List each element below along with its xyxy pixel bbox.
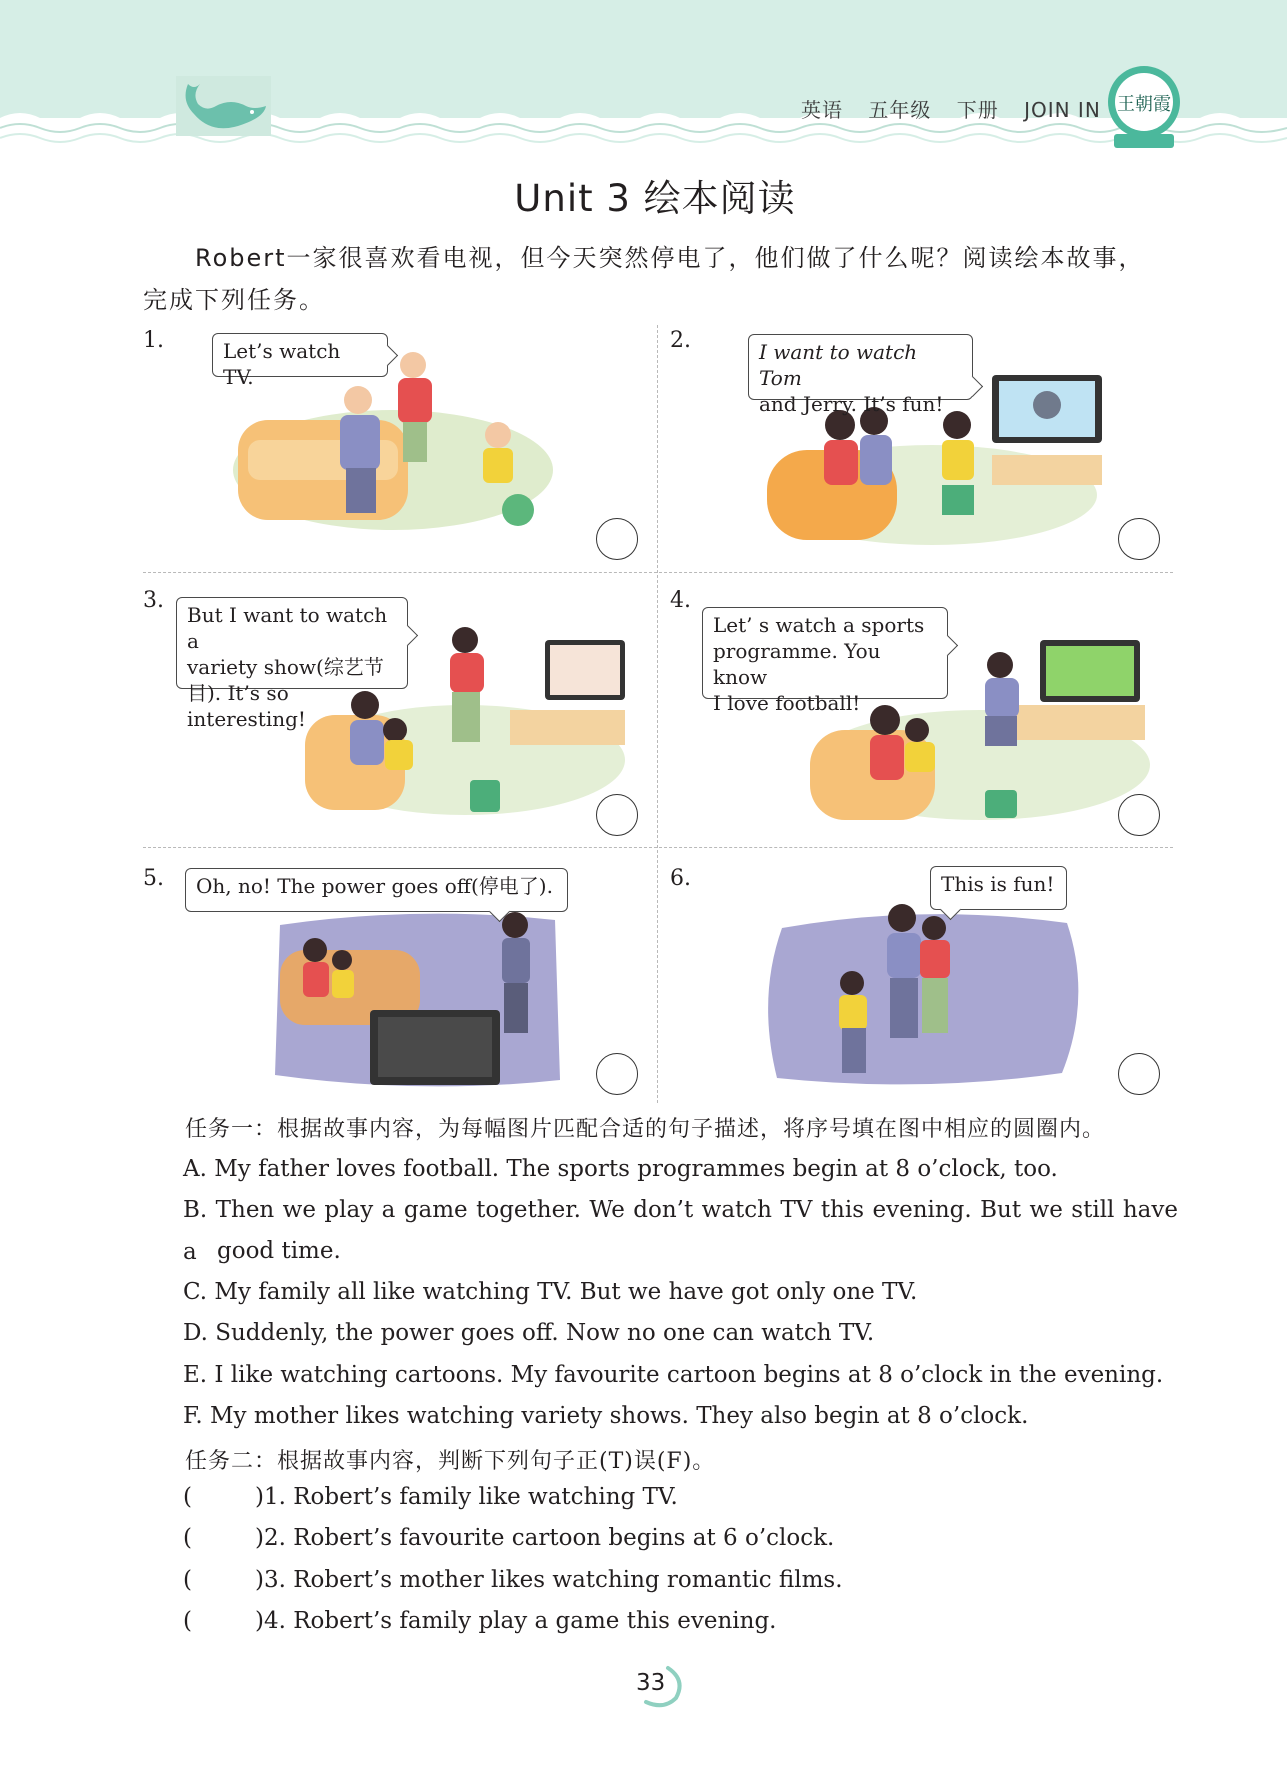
panel-6-answer-circle[interactable] — [1118, 1053, 1160, 1095]
task-2-item-4-text: )4. Robert’s family play a game this evening. — [255, 1608, 777, 1634]
task-2-item-4-answer-blank[interactable]: ( — [183, 1608, 192, 1634]
panel-2-speech-line-1: I want to watch Tom — [759, 340, 918, 390]
panel-2-answer-circle[interactable] — [1118, 518, 1160, 560]
panel-5-number: 5. — [143, 866, 164, 891]
panel-1-speech-bubble — [212, 333, 388, 389]
panel-3-number: 3. — [143, 588, 164, 613]
task-2-item-2-text: )2. Robert’s favourite cartoon begins at 6 o’clock. — [255, 1525, 835, 1551]
task-2-item-2 — [183, 1525, 834, 1551]
page-title: Unit 3 绘本阅读 — [514, 177, 796, 220]
panel-3-speech-line-1: But I want to watch a — [187, 603, 388, 653]
panel-3-answer-circle[interactable] — [596, 794, 638, 836]
header-volume: 下册 — [956, 98, 999, 122]
grid-divider-row-2 — [143, 847, 1173, 848]
panel-3-speech-line-3: 目). It’s so interesting! — [187, 681, 306, 731]
task-1-option-c: C. My family all like watching TV. But we have got only one TV. — [183, 1279, 918, 1305]
panel-6-speech: This is fun! — [941, 872, 1055, 896]
header-grade: 五年级 — [868, 98, 932, 122]
panel-4-speech-line-2: programme. You know — [713, 639, 881, 689]
task-1-option-d: D. Suddenly, the power goes off. Now no one can watch TV. — [183, 1320, 875, 1346]
panel-5-speech-bubble — [185, 868, 568, 912]
panel-5-answer-circle[interactable] — [596, 1053, 638, 1095]
task-2-item-1-answer-blank[interactable]: ( — [183, 1484, 192, 1510]
panel-4-speech-bubble — [702, 607, 948, 715]
task-1-option-b-continued: good time. — [217, 1238, 341, 1264]
grid-divider-vertical — [657, 325, 658, 1103]
page-number: 33 — [636, 1670, 666, 1696]
intro-line-2: 完成下列任务。 — [143, 286, 325, 314]
grid-divider-row-1 — [143, 572, 1173, 573]
task-1-option-f: F. My mother likes watching variety shows. They also begin at 8 o’clock. — [183, 1403, 1029, 1429]
task-2-item-3 — [183, 1567, 843, 1593]
intro-text — [143, 237, 1178, 321]
panel-5-speech: Oh, no! The power goes off(停电了). — [196, 874, 553, 898]
panel-4-number: 4. — [670, 588, 691, 613]
task-1-option-a: A. My father loves football. The sports programmes begin at 8 o’clock, too. — [183, 1156, 1058, 1182]
task-1-option-b: B. Then we play a game together. We don’t watch TV this evening. But we still have a — [183, 1197, 1178, 1265]
panel-3-speech-line-2: variety show(综艺节 — [187, 655, 384, 679]
task-2-item-2-answer-blank[interactable]: ( — [183, 1525, 192, 1551]
panel-1-answer-circle[interactable] — [596, 518, 638, 560]
whale-icon — [176, 76, 271, 136]
brand-badge-icon — [1104, 60, 1184, 152]
panel-2-number: 2. — [670, 328, 691, 353]
panel-4-speech-line-3: I love football! — [713, 691, 861, 715]
task-1-option-b-continued-wrap — [183, 1230, 1178, 1272]
panel-3-speech-bubble — [176, 597, 408, 731]
panel-5-scene-illustration — [270, 905, 565, 1095]
brand-badge — [1104, 60, 1184, 152]
panel-2-speech-line-2: and Jerry. It’s fun! — [759, 392, 944, 416]
panel-4-answer-circle[interactable] — [1118, 794, 1160, 836]
task-2-item-1 — [183, 1484, 678, 1510]
task-2-heading: 任务二：根据故事内容，判断下列句子正(T)误(F)。 — [185, 1449, 716, 1474]
panel-6-speech-bubble — [930, 866, 1067, 910]
header-meta — [801, 94, 1119, 123]
header-subject: 英语 — [801, 98, 843, 122]
panel-4-speech-line-1: Let’ s watch a sports — [713, 613, 925, 637]
panel-1-number: 1. — [143, 328, 164, 353]
brand-badge-text: 王朝霞 — [1117, 94, 1171, 115]
task-1-option-e: E. I like watching cartoons. My favourite cartoon begins at 8 o’clock in the evening. — [183, 1362, 1164, 1388]
panel-6-scene-illustration — [762, 898, 1087, 1093]
task-1-heading: 任务一：根据故事内容，为每幅图片匹配合适的句子描述，将序号填在图中相应的圆圈内。 — [185, 1117, 1106, 1142]
task-2-item-3-text: )3. Robert’s mother likes watching romantic films. — [255, 1567, 843, 1593]
task-2-item-3-answer-blank[interactable]: ( — [183, 1567, 192, 1593]
panel-1-speech: Let’s watch TV. — [223, 339, 341, 389]
task-2-item-1-text: )1. Robert’s family like watching TV. — [255, 1484, 678, 1510]
task-2-item-4 — [183, 1608, 777, 1634]
panel-6-number: 6. — [670, 866, 691, 891]
header-edition: JOIN IN — [1024, 98, 1101, 122]
panel-2-speech-bubble — [748, 334, 973, 416]
intro-line-1: Robert一家很喜欢看电视，但今天突然停电了，他们做了什么呢？阅读绘本故事， — [195, 244, 1145, 272]
